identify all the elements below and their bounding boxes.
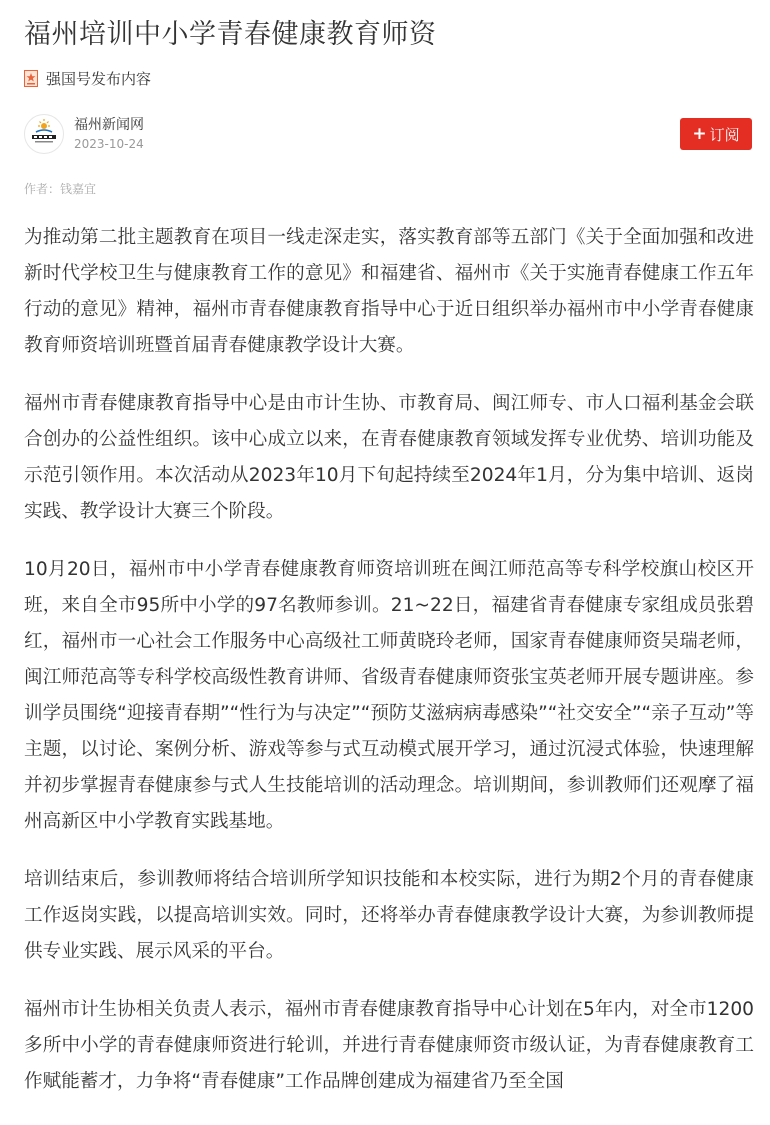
author-card	[24, 114, 754, 154]
publish-date: 2023-10-24	[74, 137, 144, 151]
article-title: 福州培训中小学青春健康教育师资	[24, 19, 437, 50]
article-page	[24, 0, 754, 1122]
outlet-avatar[interactable]	[24, 114, 64, 154]
article-paragraph: 福州市青春健康教育指导中心是由市计生协、市教育局、闽江师专、市人口福利基金会联合创办的公益性组织。该中心成立以来，在青春健康教育领域发挥专业优势、培训功能及示范引领作用。本次活动从2023年10月下旬起持续至2024年1月，分为集中培训、返岗实践、教学设计大赛三个阶段。	[24, 393, 754, 522]
subscribe-button[interactable]	[680, 118, 752, 150]
outlet-name[interactable]: 福州新闻网	[74, 117, 144, 133]
xuexi-badge-icon	[24, 70, 38, 87]
article-paragraph: 福州市计生协相关负责人表示，福州市青春健康教育指导中心计划在5年内，对全市1200多所中小学的青春健康师资进行轮训，并进行青春健康师资市级认证，为青春健康教育工作赋能蓄才，力争将“青春健康”工作品牌创建成为福建省乃至全国	[24, 999, 754, 1092]
fuzhou-news-logo-icon	[26, 114, 62, 154]
plus-icon: +	[692, 123, 707, 144]
subscribe-label: 订阅	[709, 125, 740, 144]
source-label: 强国号发布内容	[46, 69, 152, 88]
article-paragraph: 培训结束后，参训教师将结合培训所学知识技能和本校实际，进行为期2个月的青春健康工作返岗实践，以提高培训实效。同时，还将举办青春健康教学设计大赛，为参训教师提供专业实践、展示风采的平台。	[24, 869, 754, 962]
article-paragraph: 为推动第二批主题教育在项目一线走深走实，落实教育部等五部门《关于全面加强和改进新时代学校卫生与健康教育工作的意见》和福建省、福州市《关于实施青春健康工作五年行动的意见》精神，福州市青春健康教育指导中心于近日组织举办福州市中小学青春健康教育师资培训班暨首届青春健康教学设计大赛。	[24, 227, 754, 356]
byline: 作者：钱嘉宜	[24, 182, 97, 196]
article-body	[24, 220, 754, 1100]
article-paragraph: 10月20日，福州市中小学青春健康教育师资培训班在闽江师范高等专科学校旗山校区开班，来自全市95所中小学的97名教师参训。21~22日，福建省青春健康专家组成员张碧红，福州市一心社会工作服务中心高级社工师黄晓玲老师，国家青春健康师资吴瑞老师，闽江师范高等专科学校高级性教育讲师、省级青春健康师资张宝英老师开展专题讲座。参训学员围绕“迎接青春期”“性行为与决定”“预防艾滋病病毒感染”“社交安全”“亲子互动”等主题，以讨论、案例分析、游戏等参与式互动模式展开学习，通过沉浸式体验，快速理解并初步掌握青春健康参与式人生技能培训的活动理念。培训期间，参训教师们还观摩了福州高新区中小学教育实践基地。	[24, 559, 754, 832]
source-row	[24, 68, 754, 88]
outlet-meta	[74, 115, 144, 153]
